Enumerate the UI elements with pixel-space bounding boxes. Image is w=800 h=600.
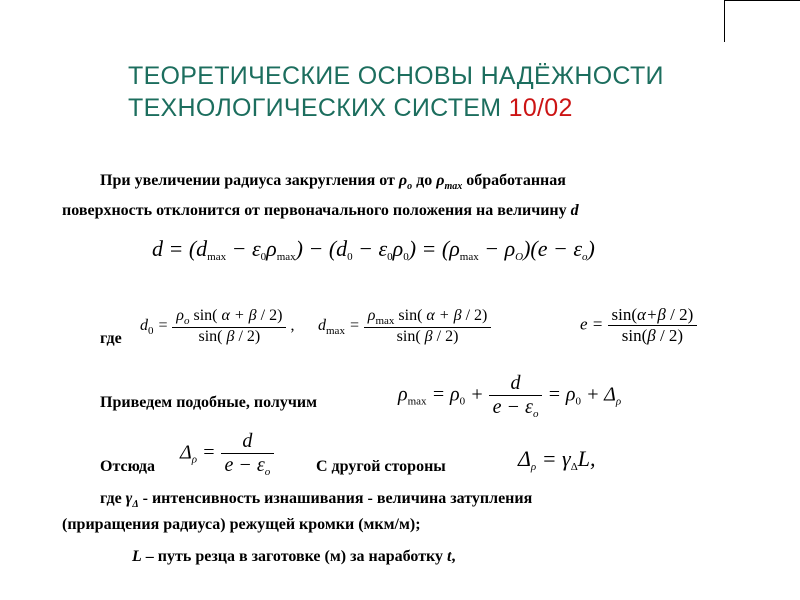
paragraph-1-line-2: поверхность отклонится от первоначального положения на величину d (62, 202, 579, 219)
formula-dmax: $d_{max}$ = $\frac{\rho_{max} \sin( \alpha + \beta / 2)}{\sin( \beta / 2)}$ (318, 307, 491, 346)
corner-line-horizontal (724, 0, 800, 1)
label-hence: Отсюда (100, 458, 156, 475)
paragraph-1-line-1: При увеличении радиуса закругления от $\rho_o$ до $\rho_{max}$ обработанная (100, 172, 566, 193)
paragraph-3: L – путь резца в заготовке (м) за наработку t, (132, 548, 456, 565)
slide-title (128, 60, 728, 124)
paragraph-2-line-2: (приращения радиуса) режущей кромки (мкм/м); (62, 516, 421, 533)
label-other-side: С другой стороны (316, 458, 446, 475)
title-line-2: ТЕХНОЛОГИЧЕСКИХ СИСТЕМ 10/02 (128, 94, 573, 122)
formula-d0: $d_0$ = $\frac{\rho_o \sin( \alpha + \beta / 2)}{\sin( \beta / 2)}$ , (140, 307, 295, 345)
corner-line-vertical (724, 0, 725, 42)
slide-number: 10/02 (508, 94, 573, 122)
paragraph-2-line-1: где $\gamma_\Delta$ - интенсивность изнашивания - величина затупления (100, 490, 533, 511)
formula-delta-gamma: $\Delta_\rho = \gamma_\Delta L$, (518, 446, 596, 473)
label-similar: Приведем подобные, получим (100, 394, 317, 411)
formula-rho-max: $\rho_{max} = \rho_0$ + $\frac{d}{e - \varepsilon_o}$ = $\rho_0 + \Delta_\rho$ (398, 372, 622, 420)
formula-delta: $\Delta_\rho$ = $\frac{d}{e - \varepsilon_o}$ (180, 430, 274, 478)
title-line-1: ТЕОРЕТИЧЕСКИЕ ОСНОВЫ НАДЁЖНОСТИ (128, 62, 664, 90)
formula-e: e = $\frac{\sin(\alpha+\beta / 2)}{\sin(\beta / 2)}$ (580, 305, 697, 346)
label-where: где (100, 330, 122, 347)
formula-main: $d = (d_{max} - \varepsilon_0\rho_{max}) - (d_0 - \varepsilon_0\rho_0) = (\rho_{max} - \rho_O)(e - \varepsilon_o)$ (152, 236, 595, 263)
